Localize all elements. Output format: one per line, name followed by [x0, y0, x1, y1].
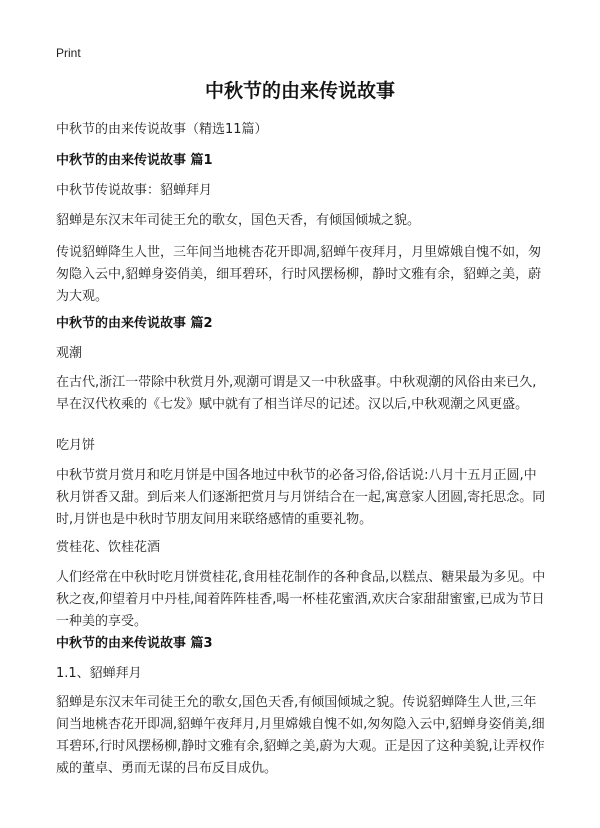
section-2-paragraph-2: 在古代,浙江一带除中秋赏月外,观潮可谓是又一中秋盛事。中秋观潮的风俗由来已久,早在汉代枚乘的《七发》赋中就有了相当详尽的记述。汉以后,中秋观潮之风更盛。 [56, 375, 537, 412]
section-heading-2: 中秋节的由来传说故事 篇2 [56, 316, 213, 331]
section-heading-1: 中秋节的由来传说故事 篇1 [56, 153, 213, 168]
section-1-paragraph-1: 中秋节传说故事：貂蝉拜月 [56, 183, 213, 198]
section-2-paragraph-4: 中秋节赏月赏月和吃月饼是中国各地过中秋节的必备习俗,俗话说:八月十五月正圆,中秋月饼香又甜。到后来人们逐渐把赏月与月饼结合在一起,寓意家人团圆,寄托思念。同时,月饼也是中秋时节朋友间用来联络感情的重要礼物。 [56, 468, 546, 527]
page-title: 中秋节的由来传说故事 [204, 80, 395, 102]
section-1-paragraph-3: 传说貂蝉降生人世，三年间当地桃杏花开即凋,貂蝉午夜拜月，月里嫦娥自愧不如，匆匆隐入云中,貂蝉身姿俏美，细耳碧环，行时风摆杨柳，静时文雅有余，貂蝉之美，蔚为大观。 [56, 245, 542, 304]
section-heading-3: 中秋节的由来传说故事 篇3 [56, 636, 213, 651]
section-2-paragraph-5: 赏桂花、饮桂花酒 [56, 540, 161, 555]
section-2-paragraph-6: 人们经常在中秋时吃月饼赏桂花,食用桂花制作的各种食品,以糕点、糖果最为多见。中秋之夜,仰望着月中丹桂,闻着阵阵桂香,喝一杯桂花蜜酒,欢庆合家甜甜蜜蜜,已成为节日一种美的享受。 [56, 570, 546, 629]
section-3-paragraph-2: 貂蝉是东汉末年司徒王允的歌女,国色天香,有倾国倾城之貌。传说貂蝉降生人世,三年间当地桃杏花开即凋,貂蝉午夜拜月,月里嫦娥自愧不如,匆匆隐入云中,貂蝉身姿俏美,细耳碧环,行时风摆杨柳,静时文雅有余,貂蝉之美,蔚为大观。正是因了这种美貌,让弄权作威的董卓、勇而无谋的吕布反目成仇。 [56, 695, 545, 776]
section-2-paragraph-1: 观潮 [56, 346, 83, 361]
section-3-paragraph-1: 1.1、貂蝉拜月 [56, 666, 142, 681]
print-link[interactable]: Print [56, 46, 81, 60]
document-subtitle: 中秋节的由来传说故事（精选11篇） [56, 122, 268, 137]
section-2-paragraph-3: 吃月饼 [56, 438, 96, 453]
section-1-paragraph-2: 貂蝉是东汉末年司徒王允的歌女，国色天香，有倾国倾城之貌。 [56, 213, 421, 228]
